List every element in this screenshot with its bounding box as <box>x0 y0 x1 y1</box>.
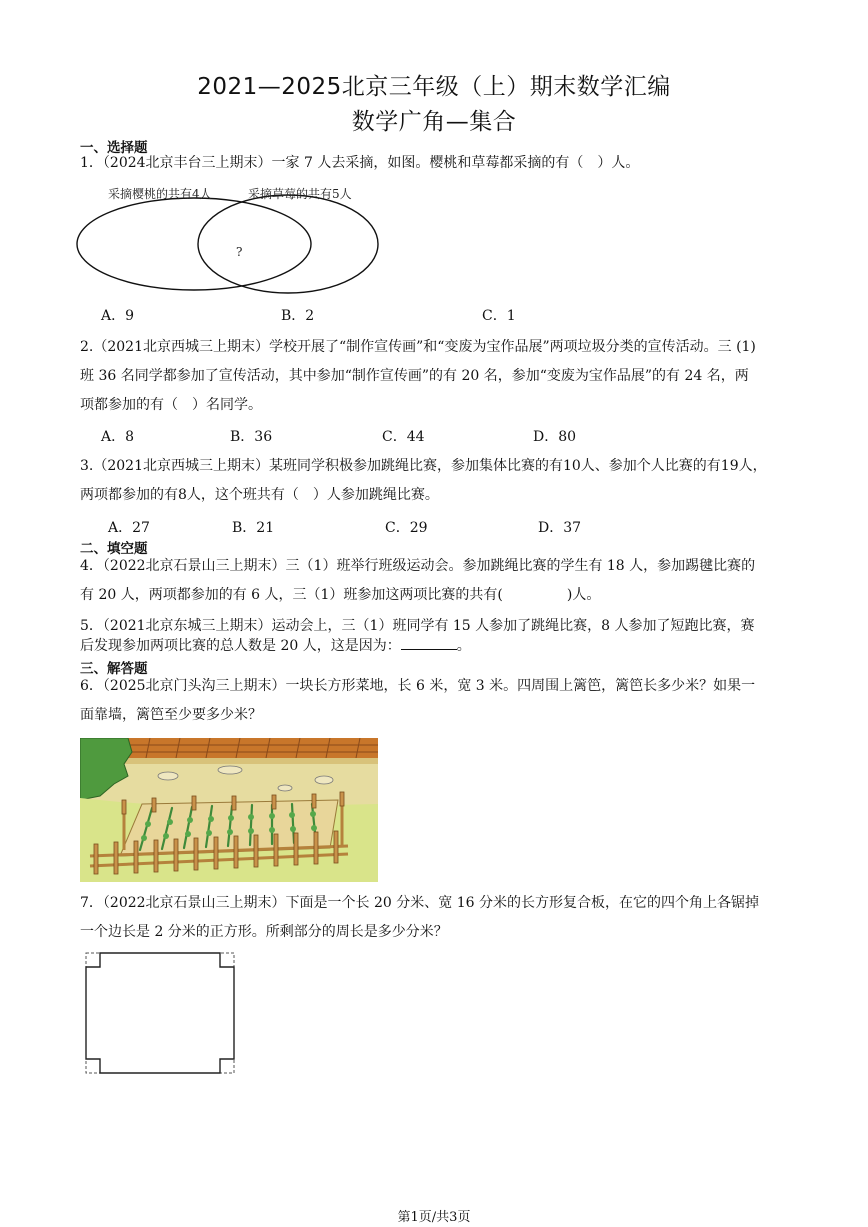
question-6-line-1: 6．（2025北京门头沟三上期末）一块长方形菜地，长 6 米，宽 3 米。四周围上篱笆，篱笆长多少米？如果一 <box>80 678 756 694</box>
question-3-line-1: 3.（2021北京西城三上期末）某班同学积极参加跳绳比赛，参加集体比赛的有10人、参加个人比赛的有19人， <box>80 458 767 474</box>
q2-option-c: C．44 <box>382 429 425 445</box>
question-5-line-1: 5．（2021北京东城三上期末）运动会上，三（1）班同学有 15 人参加了跳绳比赛，8 人参加了短跑比赛，赛 <box>80 618 755 634</box>
vegetable-garden-illustration <box>80 738 378 882</box>
question-2-line-3: 项都参加的有（ ）名同学。 <box>80 397 262 413</box>
q2-option-d: D．80 <box>533 429 577 445</box>
question-1-text: 1．（2024北京丰台三上期末）一家 7 人去采摘，如图。樱桃和草莓都采摘的有（ ）人。 <box>80 155 640 171</box>
venn-circle-cherries <box>77 198 311 290</box>
question-5-text: 后发现参加两项比赛的总人数是 20 人，这是因为： <box>80 638 401 654</box>
doc-subtitle: 数学广角—集合 <box>351 109 517 135</box>
q3-option-a: A．27 <box>108 520 150 536</box>
question-7-line-2: 一个边长是 2 分米的正方形。所剩部分的周长是多少分米？ <box>80 924 448 940</box>
question-4-line-1: 4．（2022北京石景山三上期末）三（1）班举行班级运动会。参加跳绳比赛的学生有 18 人，参加踢毽比赛的 <box>80 558 756 574</box>
composite-board-diagram <box>80 948 242 1078</box>
q2-option-a: A．8 <box>101 429 135 445</box>
section-choice-heading: 一、选择题 <box>80 140 148 156</box>
venn-diagram <box>76 180 406 298</box>
question-7-line-1: 7．（2022北京石景山三上期末）下面是一个长 20 分米、宽 16 分米的长方形复合板，在它的四个角上各锯掉 <box>80 895 759 911</box>
q3-option-b: B．21 <box>232 520 275 536</box>
q3-option-d: D．37 <box>538 520 582 536</box>
venn-circle-strawberries <box>198 195 378 293</box>
venn-label-right: 采摘草莓的共有5人 <box>248 187 352 201</box>
section-answer-heading: 三、解答题 <box>80 661 148 677</box>
remaining-board-shape <box>86 953 234 1073</box>
venn-label-left: 采摘樱桃的共有4人 <box>108 187 212 201</box>
q1-option-b: B．2 <box>281 308 315 324</box>
question-4-text-after-blank: )人。 <box>566 587 601 603</box>
q5-answer-blank[interactable] <box>401 637 457 650</box>
doc-title: 2021—2025北京三年级（上）期末数学汇编 <box>197 74 671 100</box>
q1-option-a: A．9 <box>101 308 135 324</box>
question-2-line-1: 2.（2021北京西城三上期末）学校开展了“制作宣传画”和“变废为宝作品展”两项垃圾分类的宣传活动。三 (1) <box>80 339 756 355</box>
venn-center-question: ? <box>236 245 243 259</box>
q2-option-b: B．36 <box>230 429 273 445</box>
question-2-line-2: 班 36 名同学都参加了宣传活动，其中参加“制作宣传画”的有 20 名，参加“变废为宝作品展”的有 24 名，两 <box>80 368 749 384</box>
question-4-line-2 <box>80 585 792 605</box>
section-fill-heading: 二、填空题 <box>80 541 148 557</box>
question-5-line-2 <box>80 636 792 656</box>
page-number-footer: 第1页/共3页 <box>397 1210 471 1225</box>
question-5-period: 。 <box>456 638 471 654</box>
question-3-line-2: 两项都参加的有8人，这个班共有（ ）人参加跳绳比赛。 <box>80 487 439 503</box>
question-6-line-2: 面靠墙，篱笆至少要多少米？ <box>80 707 262 723</box>
q3-option-c: C．29 <box>385 520 428 536</box>
q1-option-c: C．1 <box>482 308 516 324</box>
question-4-text-before-blank: 有 20 人，两项都参加的有 6 人，三（1）班参加这两项比赛的共有( <box>80 587 503 603</box>
